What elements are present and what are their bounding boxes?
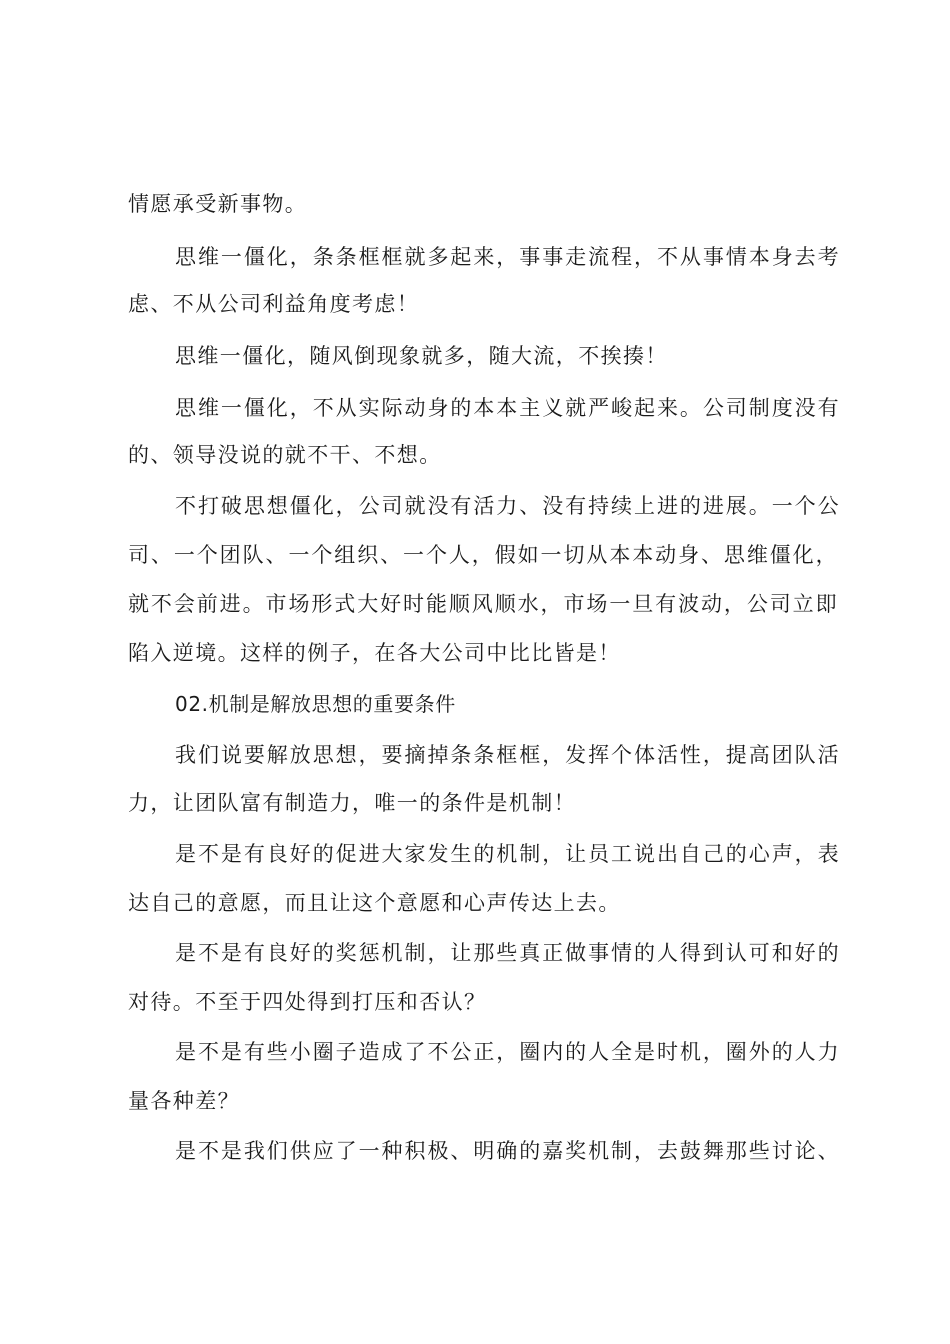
text-line: 力，让团队富有制造力，唯一的条件是机制！ <box>128 791 576 815</box>
text-line: 陷入逆境。这样的例子，在各大公司中比比皆是！ <box>128 641 621 665</box>
paragraph-first-line: 我们说要解放思想，要摘掉条条框框，发挥个体活性，提高团队活 <box>175 743 840 767</box>
text-line: 情愿承受新事物。 <box>128 192 308 216</box>
paragraph-first-line: 是不是我们供应了一种积极、明确的嘉奖机制，去鼓舞那些讨论、 <box>175 1139 840 1163</box>
text-line: 就不会前进。市场形式大好时能顺风顺水，市场一旦有波动，公司立即 <box>128 592 838 616</box>
text-line: 虑、不从公司利益角度考虑！ <box>128 292 420 316</box>
section-heading: 02.机制是解放思想的重要条件 <box>175 692 456 716</box>
paragraph-first-line: 是不是有良好的促进大家发生的机制，让员工说出自己的心声，表 <box>175 842 840 866</box>
paragraph-first-line: 不打破思想僵化，公司就没有活力、没有持续上进的进展。一个公 <box>175 494 840 518</box>
paragraph-first-line: 思维一僵化，条条框框就多起来，事事走流程，不从事情本身去考 <box>175 245 840 269</box>
paragraph-first-line: 思维一僵化，不从实际动身的本本主义就严峻起来。公司制度没有 <box>175 396 840 420</box>
paragraph-first-line: 思维一僵化，随风倒现象就多，随大流，不挨揍！ <box>175 344 668 368</box>
text-line: 的、领导没说的就不干、不想。 <box>128 443 442 467</box>
paragraph-first-line: 是不是有良好的奖惩机制，让那些真正做事情的人得到认可和好的 <box>175 941 840 965</box>
text-line: 对待。不至于四处得到打压和否认？ <box>128 990 487 1014</box>
paragraph-first-line: 是不是有些小圈子造成了不公正，圈内的人全是时机，圈外的人力 <box>175 1040 840 1064</box>
text-line: 司、一个团队、一个组织、一个人，假如一切从本本动身、思维僵化， <box>128 543 838 567</box>
text-line: 量各种差？ <box>128 1089 240 1113</box>
text-line: 达自己的意愿，而且让这个意愿和心声传达上去。 <box>128 891 621 915</box>
